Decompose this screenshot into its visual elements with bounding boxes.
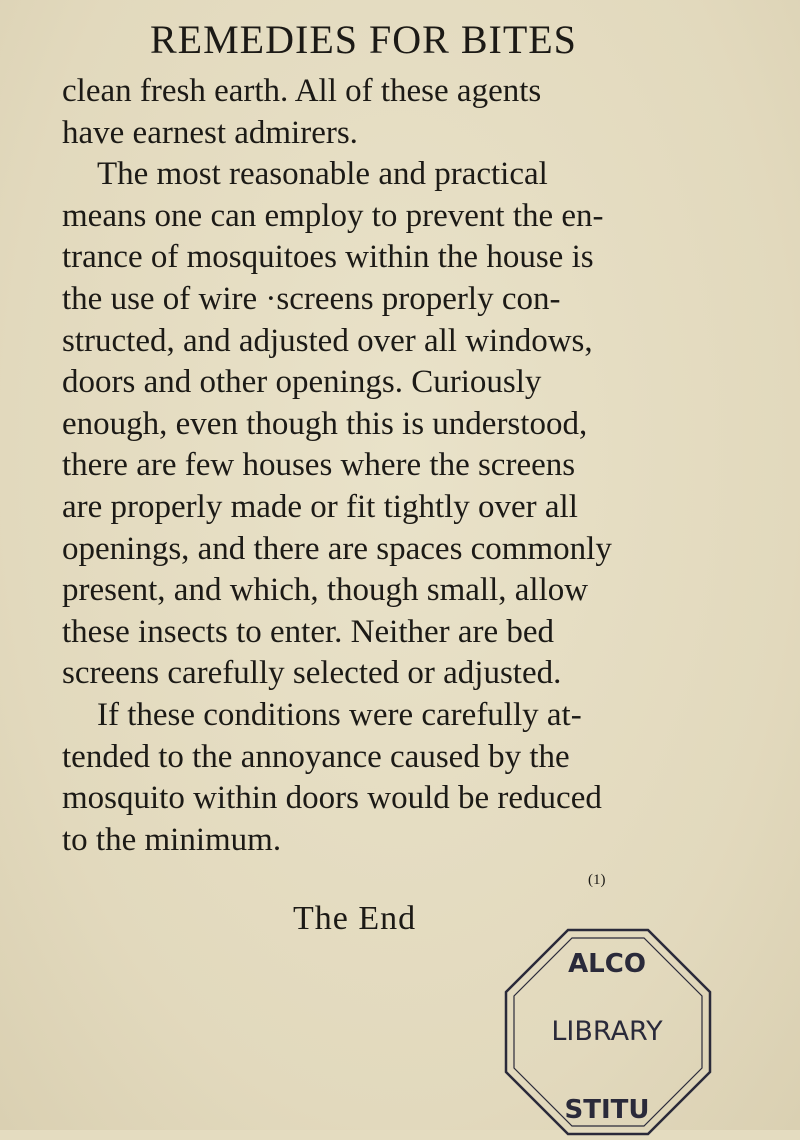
body-text <box>62 71 662 861</box>
text-line: have earnest admirers. <box>62 114 358 151</box>
text-line: enough, even though this is understood, <box>62 405 588 442</box>
stamp-center-text: LIBRARY <box>551 1016 663 1047</box>
text-line: these insects to enter. Neither are bed <box>62 613 555 650</box>
text-line: structed, and adjusted over all windows, <box>62 322 593 359</box>
footnote-mark: (1) <box>588 872 606 888</box>
library-stamp <box>498 922 716 1140</box>
the-end-label: The End <box>293 900 417 937</box>
stamp-bottom-text: STITU <box>564 1095 650 1125</box>
text-line: If these conditions were carefully at- <box>97 696 582 733</box>
text-line: clean fresh earth. All of these agents <box>62 73 542 109</box>
text-line: there are few houses where the screens <box>62 447 576 484</box>
text-line: means one can employ to prevent the en- <box>62 197 604 234</box>
text-line: doors and other openings. Curiously <box>62 364 542 401</box>
text-line: are properly made or fit tightly over all <box>62 488 578 525</box>
text-line: tended to the annoyance caused by the <box>62 738 570 775</box>
running-head: REMEDIES FOR BITES <box>150 17 577 62</box>
text-line: openings, and there are spaces commonly <box>62 530 612 567</box>
text-line: to the minimum. <box>62 821 282 858</box>
text-line: present, and which, though small, allow <box>62 572 589 609</box>
text-line: trance of mosquitoes within the house is <box>62 239 594 276</box>
text-line: screens carefully selected or adjusted. <box>62 655 562 692</box>
text-line: The most reasonable and practical <box>97 156 548 193</box>
text-line: mosquito within doors would be reduced <box>62 780 602 817</box>
text-line: the use of wire ·screens properly con- <box>62 280 561 317</box>
stamp-top-text: ALCO <box>568 949 646 979</box>
